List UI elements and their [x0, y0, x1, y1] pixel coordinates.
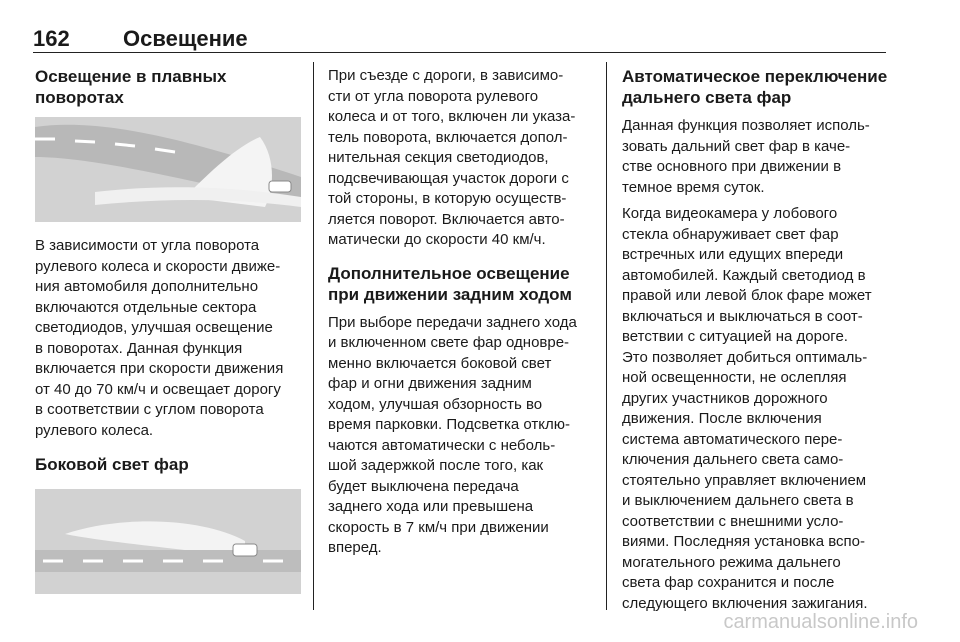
auto-high-beam-intro: Данная функция позволяет исполь- зовать дальний свет фар в каче- стве основного при движении в темное время суток.	[622, 117, 870, 196]
curve-lighting-text: В зависимости от угла поворота рулевого колеса и скорости движе- ния автомобиля дополнительно включаются отдельные сектора светодиодов, улучшая освещение в поворотах. Данная функция включается при скорости движения от 40 до 70 км/ч и освещает дорогу в соответствии с углом поворота рулевого колеса.	[35, 237, 284, 439]
section-title: Освещение	[123, 26, 248, 51]
heading-auto-high-beam: Автоматическое переключение дальнего света фар	[622, 67, 888, 107]
column-1	[35, 66, 307, 594]
heading-side-lights: Боковой свет фар	[35, 455, 189, 474]
heading-reverse-lighting: Дополнительное освещение при движении задним ходом	[328, 263, 572, 304]
heading-curve-lighting: Освещение в плавных поворотах	[35, 67, 227, 107]
header-divider	[33, 52, 886, 53]
column-divider-1	[313, 62, 314, 610]
watermark: carmanualsonline.info	[723, 611, 918, 633]
page-header	[33, 26, 248, 52]
column-divider-2	[606, 62, 607, 610]
side-lights-illustration	[35, 489, 301, 594]
column-3	[622, 66, 894, 622]
side-lights-text: При съезде с дороги, в зависимо- сти от угла поворота рулевого колеса и от того, включен ли указа- тель поворота, включается допол- нительная секция светодиодов, подсвечивающая участок дороги с той стороны, в которую осуществ- ляется поворот. Включается авто- матически до скорости 40 км/ч.	[328, 67, 576, 248]
page-number: 162	[33, 26, 70, 51]
auto-high-beam-details: Когда видеокамера у лобового стекла обнаруживает свет фар встречных или едущих впереди автомобилей. Каждый светодиод в правой или левой блок фаре может включаться и выключаться в соот- ветствии с ситуацией на дороге. Это позволяет добиться оптималь- ной освещенности, не ослепляя других участников дорожного движения. После включения система автоматического пере- ключения дальнего света само- стоятельно управляет включением и выключением дальнего света в соответствии с внешними усло- виями. Последняя установка вспо- могательного режима дальнего света фар сохранится и после следующего включения зажигания.	[622, 205, 872, 612]
column-2	[328, 66, 600, 567]
curve-lighting-illustration	[35, 117, 301, 222]
reverse-lighting-text: При выборе передачи заднего хода и включенном свете фар одновре- менно включается боковой свет фар и огни движения задним ходом, улучшая обзорность во время парковки. Подсветка отклю- чаются автоматически с неболь- шой задержкой после того, как будет выключена передача заднего хода или превышена скорость в 7 км/ч при движении вперед.	[328, 313, 577, 556]
